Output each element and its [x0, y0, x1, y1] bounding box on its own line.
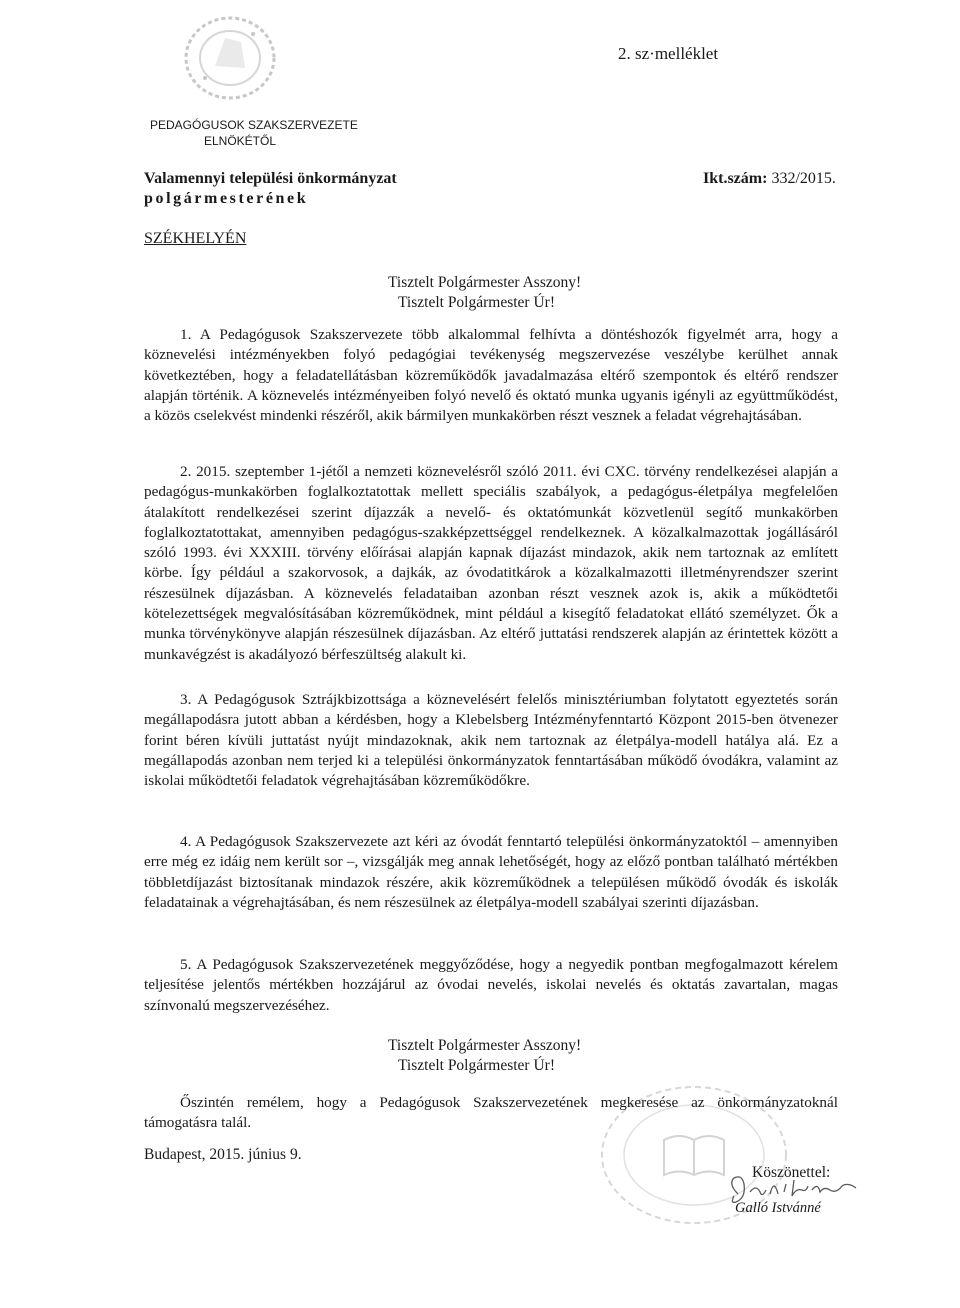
sender-line-1: PEDAGÓGUSOK SZAKSZERVEZETE [150, 118, 358, 132]
file-number-value: 332/2015. [771, 170, 836, 187]
closing-salutation-line-1: Tisztelt Polgármester Asszony! [388, 1037, 582, 1054]
salutation [388, 273, 581, 313]
salutation-line-2: Tisztelt Polgármester Úr! [398, 294, 555, 311]
signer-name: Galló Istvánné [735, 1200, 821, 1216]
file-number [703, 169, 836, 189]
file-number-label: Ikt.szám: [703, 170, 768, 187]
salutation-line-1: Tisztelt Polgármester Asszony! [388, 274, 582, 291]
closing-salutation [388, 1036, 581, 1076]
paragraph-1-text: 1. A Pedagógusok Szakszervezete több alkalommal felhívta a döntéshozók figyelmét arra, hogy a köznevelési intézményekben folyó pedagógiai tevékenység megszervezése veszélybe kerülhet annak következtében, hogy a feladatellátásban közreműködők javadalmazása eltérő szempontok és eltérő rendszer alapján történik. A köznevelés intézményeiben folyó nevelő és oktató munka ugyanis igényli az együttműködést, a közös cselekvést mindenki részéről, akik bármilyen munkakörben részt vesznek a feladat végrehajtásában. [144, 326, 838, 425]
closing-salutation-line-2: Tisztelt Polgármester Úr! [398, 1057, 555, 1074]
place-date: Budapest, 2015. június 9. [144, 1146, 302, 1163]
paragraph-5 [144, 955, 838, 1016]
sender-line-2: ELNÖKÉTŐL [204, 134, 277, 148]
paragraph-2 [144, 462, 838, 665]
paragraph-4-text: 4. A Pedagógusok Szakszervezete azt kéri az óvodát fenntartó települési önkormányzatoktól – amennyiben erre még ez idáig nem került sor –, vizsgálják meg annak lehetőségét, hogy az előző pontban található mértékben többletdíjazást biztosítanak mindazok részére, akik közreműködnek a településen működő óvodák és iskolák feladatainak a végrehajtásában, és nem részesülnek az életpálya-modell szabályai szerinti díjazásban. [144, 833, 838, 911]
closing-hope [144, 1093, 838, 1134]
paragraph-2-text: 2. 2015. szeptember 1-jétől a nemzeti köznevelésről szóló 2011. évi CXC. törvény rendelkezései alapján a pedagógus-munkakörben foglalkoztatottak mellett speciális szabályok, a pedagógus-életpálya megfelelően átalakított rendelkezései szerint díjazzák a nevelő- és oktatómunkát közvetlenül segítő munkakörben foglalkoztatottakat, amennyiben pedagógus-szakképzettséggel rendelkeznek. A közalkalmazottak jogállásáról szóló 1993. évi XXXIII. törvény előírásai alapján kapnak díjazást mindazok, akik nem tartoznak az említett körbe. Így például a szakorvosok, a dajkák, az óvodatitkárok a közalkalmazotti illetményrendszer szerint részesülnek díjazásban. A köznevelés feladataiban azonban részt vesznek azok is, akik a működtetői kötelezettségek megvalósításában közreműködnek, mint például a kisegítő feladatokat ellátó személyzet. Ők a munka törvénykönyve alapján részesülnek díjazásban. Az eltérő juttatási rendszerek alapján az érintettek között a munkavégzést is akadályozó bérfeszültség alakult ki. [144, 463, 838, 663]
round-stamp-icon [175, 8, 285, 108]
paragraph-5-text: 5. A Pedagógusok Szakszervezetének meggyőződése, hogy a negyedik pontban megfogalmazott kérelem teljesítése jelentős mértékben hozzájárul az óvodai nevelés, iskolai nevelés és oktatás zavartalan, magas színvonalú megszervezéséhez. [144, 956, 838, 1014]
thanks-text: Köszönettel: [752, 1164, 831, 1181]
closing-hope-text: Őszintén remélem, hogy a Pedagógusok Szakszervezetének megkeresése az önkormányzatoknál támogatásra talál. [144, 1094, 838, 1132]
paragraph-4 [144, 832, 838, 913]
annex-label: 2. sz·melléklet [618, 44, 719, 63]
recipient-location: SZÉKHELYÉN [144, 230, 247, 247]
paragraph-3 [144, 690, 838, 791]
recipient-line-2: polgármesterének [144, 190, 309, 207]
paragraph-3-text: 3. A Pedagógusok Sztrájkbizottsága a köznevelésért felelős minisztériumban folytatott egyeztetés során megállapodásra jutott abban a kérdésben, hogy a Klebelsberg Intézményfenntartó Központ 2015-ben ötvenezer forint béren kívüli juttatást nyújt mindazoknak, akik nem tartoznak az életpálya-modell hatálya alá. Ez a megállapodás azonban nem terjed ki a települési önkormányzatok fenntartásában működő óvodákra, valamint az iskolai működtetői feladatok végrehajtásában közreműködőkre. [144, 691, 838, 790]
recipient-line-1: Valamennyi települési önkormányzat [144, 170, 397, 187]
paragraph-1 [144, 325, 838, 426]
